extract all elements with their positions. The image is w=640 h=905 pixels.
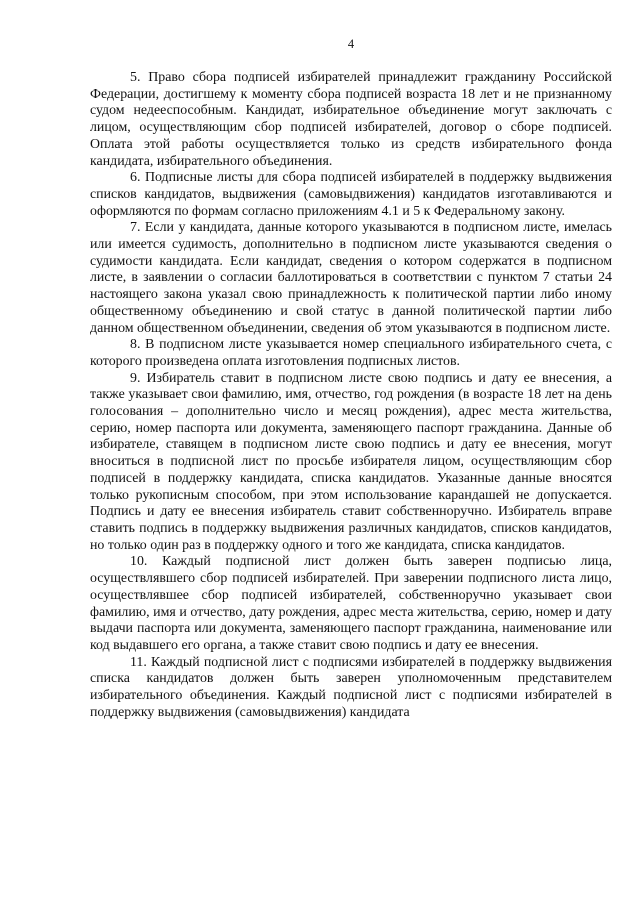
paragraph-11: 11. Каждый подписной лист с подписями избирателей в поддержку выдвижения списка кандидатов должен быть заверен уполномоченным представителем избирательного объединения. Каждый подписной лист с подписями избирателей в поддержку выдвижения (самовыдвижения) кандидата (90, 654, 612, 720)
paragraph-5: 5. Право сбора подписей избирателей принадлежит гражданину Российской Федерации, достигшему к моменту сбора подписей возраста 18 лет и не признанному судом недееспособным. Кандидат, избирательное объединение могут заключать с лицом, осуществляющим сбор подписей избирателей, договор о сборе подписей. Оплата этой работы осуществляется только из средств избирательного фонда кандидата, избирательного объединения. (90, 70, 612, 169)
paragraph-8: 8. В подписном листе указывается номер специального избирательного счета, с которого произведена оплата изготовления подписных листов. (90, 337, 612, 369)
paragraph-10: 10. Каждый подписной лист должен быть заверен подписью лица, осуществлявшего сбор подписей избирателей. При заверении подписного листа лицо, осуществлявшее сбор подписей избирателей, собственноручно указывает свои фамилию, имя и отчество, дату рождения, адрес места жительства, серию, номер и дату выдачи паспорта или документа, заменяющего паспорт гражданина, наименование или код выдавшего его органа, а также ставит свою подпись и дату ее внесения. (90, 554, 612, 653)
paragraph-9: 9. Избиратель ставит в подписном листе свою подпись и дату ее внесения, а также указывает свои фамилию, имя, отчество, год рождения (в возрасте 18 лет на день голосования – дополнительно число и месяц рождения), адрес места жительства, серию, номер паспорта или документа, заменяющего паспорт гражданина. Данные об избирателе, ставящем в подписном листе свою подпись и дату ее внесения, могут вноситься в подписной лист по просьбе избирателя лицом, осуществляющим сбор подписей в поддержку кандидата, списка кандидатов. Указанные данные вносятся только рукописным способом, при этом использование карандашей не допускается. Подпись и дату ее внесения избиратель ставит собственноручно. Избиратель вправе ставить подпись в поддержку выдвижения различных кандидатов, списков кандидатов, но только один раз в поддержку одного и того же кандидата, списка кандидатов. (90, 370, 612, 553)
page-number: 4 (347, 37, 355, 51)
paragraph-6: 6. Подписные листы для сбора подписей избирателей в поддержку выдвижения списков кандидатов, выдвижения (самовыдвижения) кандидатов изготавливаются и оформляются по формам согласно приложениям 4.1 и 5 к Федеральному закону. (90, 170, 612, 219)
paragraph-7: 7. Если у кандидата, данные которого указываются в подписном листе, имелась или имеется судимость, дополнительно в подписном листе указываются сведения о судимости кандидата. Если кандидат, сведения о котором содержатся в подписном листе, в заявлении о согласии баллотироваться в соответствии с пунктом 7 статьи 24 настоящего закона указал свою принадлежность к политической партии либо иному общественному объединению и свой статус в данной политической партии либо данном общественном объединении, сведения об этом указываются в подписном листе. (90, 220, 612, 336)
